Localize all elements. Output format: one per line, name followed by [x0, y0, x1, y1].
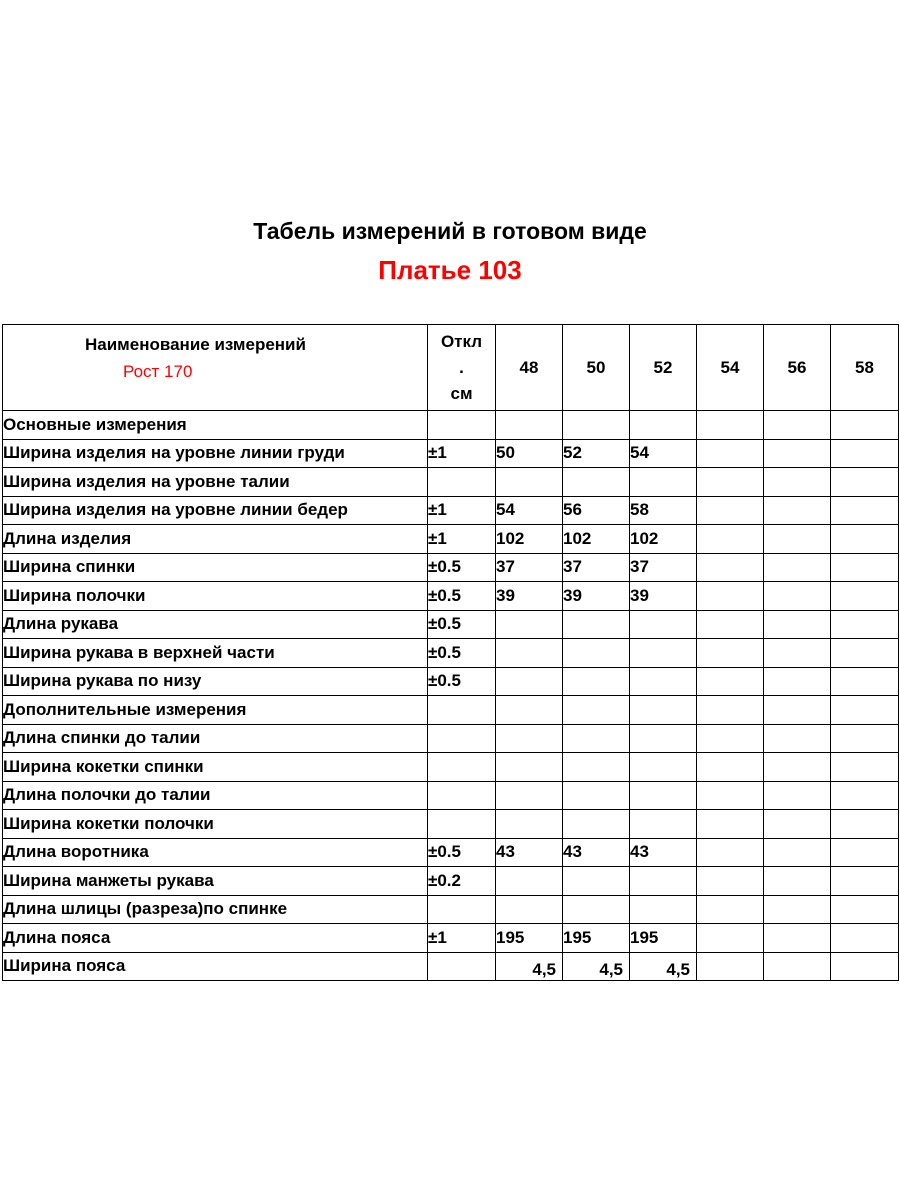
size-value-cell: [831, 696, 899, 725]
size-value-cell: 50: [496, 439, 563, 468]
product-name: Платье 103: [378, 255, 522, 285]
size-value-cell: [563, 753, 630, 782]
measurement-name: Ширина рукава в верхней части: [3, 639, 428, 668]
measurement-name: Ширина изделия на уровне талии: [3, 468, 428, 497]
table-row: [3, 525, 899, 554]
measurement-name: Ширина изделия на уровне линии груди: [3, 439, 428, 468]
page-title: Табель измерений в готовом виде: [253, 218, 647, 244]
size-value-cell: [831, 411, 899, 440]
measurement-name: Ширина полочки: [3, 582, 428, 611]
tolerance-cell: [428, 952, 496, 981]
table-row: [3, 553, 899, 582]
size-value-cell: [630, 468, 697, 497]
size-header-50: 50: [563, 325, 630, 411]
size-value-cell: [831, 667, 899, 696]
table-row: [3, 838, 899, 867]
table-row: [3, 610, 899, 639]
size-value-cell: [496, 468, 563, 497]
size-value-cell: [563, 411, 630, 440]
size-value-cell: [831, 924, 899, 953]
size-value-cell: [496, 781, 563, 810]
table-row: [3, 639, 899, 668]
size-value-cell: [697, 924, 764, 953]
tolerance-cell: [428, 696, 496, 725]
size-value-cell: [496, 411, 563, 440]
size-value-cell: [831, 952, 899, 981]
measurement-name: Длина полочки до талии: [3, 781, 428, 810]
size-value-cell: [496, 610, 563, 639]
size-value-cell: [563, 895, 630, 924]
size-value-cell: 102: [563, 525, 630, 554]
size-value-cell: [697, 439, 764, 468]
size-value-cell: 39: [630, 582, 697, 611]
size-value-cell: [697, 838, 764, 867]
tolerance-cell: ±1: [428, 525, 496, 554]
size-value-cell: 58: [630, 496, 697, 525]
tolerance-cell: [428, 468, 496, 497]
tolerance-cell: [428, 895, 496, 924]
size-value-cell: [496, 753, 563, 782]
size-value-cell: [764, 553, 831, 582]
size-value-cell: [831, 810, 899, 839]
tolerance-cell: [428, 781, 496, 810]
table-row: [3, 496, 899, 525]
size-value-cell: [563, 468, 630, 497]
size-value-cell: [697, 952, 764, 981]
size-value-cell: [630, 724, 697, 753]
tolerance-cell: ±0.5: [428, 838, 496, 867]
tolerance-cell: ±0.5: [428, 553, 496, 582]
size-value-cell: [496, 696, 563, 725]
size-value-cell: [563, 724, 630, 753]
size-value-cell: [496, 724, 563, 753]
measurement-name: Основные измерения: [3, 411, 428, 440]
size-value-cell: 37: [563, 553, 630, 582]
tolerance-header: Откл . см: [428, 325, 496, 411]
size-value-cell: 195: [496, 924, 563, 953]
size-value-cell: [496, 895, 563, 924]
size-value-cell: [697, 667, 764, 696]
table-row: [3, 810, 899, 839]
measurement-name: Ширина изделия на уровне линии бедер: [3, 496, 428, 525]
measurement-name: Ширина пояса: [3, 952, 428, 981]
table-row: [3, 468, 899, 497]
size-value-cell: [831, 439, 899, 468]
size-value-cell: [764, 610, 831, 639]
size-value-cell: [764, 496, 831, 525]
size-value-cell: [831, 553, 899, 582]
table-row: [3, 582, 899, 611]
size-value-cell: 43: [496, 838, 563, 867]
size-value-cell: [697, 496, 764, 525]
size-value-cell: [630, 781, 697, 810]
size-value-cell: 54: [630, 439, 697, 468]
size-value-cell: 43: [563, 838, 630, 867]
measurement-name: Ширина спинки: [3, 553, 428, 582]
size-value-cell: [697, 553, 764, 582]
size-value-cell: [764, 525, 831, 554]
table-row: [3, 867, 899, 896]
table-row: [3, 411, 899, 440]
size-value-cell: [831, 781, 899, 810]
tolerance-cell: [428, 753, 496, 782]
tolerance-cell: ±0.5: [428, 667, 496, 696]
size-value-cell: [764, 952, 831, 981]
size-value-cell: [496, 810, 563, 839]
measurement-name: Ширина кокетки полочки: [3, 810, 428, 839]
size-value-cell: [630, 810, 697, 839]
size-value-cell: [764, 924, 831, 953]
measurement-name: Ширина рукава по низу: [3, 667, 428, 696]
size-value-cell: [831, 838, 899, 867]
size-header-48: 48: [496, 325, 563, 411]
size-value-cell: [697, 867, 764, 896]
measurement-name: Длина спинки до талии: [3, 724, 428, 753]
measurement-name: Дополнительные измерения: [3, 696, 428, 725]
measurement-name: Длина воротника: [3, 838, 428, 867]
size-header-56: 56: [764, 325, 831, 411]
size-value-cell: 52: [563, 439, 630, 468]
size-value-cell: [764, 867, 831, 896]
table-row: [3, 895, 899, 924]
tolerance-cell: ±1: [428, 439, 496, 468]
size-value-cell: [563, 667, 630, 696]
size-value-cell: [831, 496, 899, 525]
size-value-cell: [697, 610, 764, 639]
size-value-cell: 4,5: [563, 952, 630, 981]
size-value-cell: 39: [496, 582, 563, 611]
tolerance-cell: [428, 724, 496, 753]
size-value-cell: [697, 696, 764, 725]
size-value-cell: [764, 582, 831, 611]
table-header-row: [3, 325, 899, 411]
size-value-cell: 4,5: [496, 952, 563, 981]
size-value-cell: 4,5: [630, 952, 697, 981]
size-value-cell: [630, 696, 697, 725]
size-value-cell: [764, 639, 831, 668]
size-value-cell: [563, 781, 630, 810]
table-row: [3, 781, 899, 810]
height-label: Рост 170: [123, 362, 193, 381]
size-value-cell: [831, 468, 899, 497]
size-value-cell: [831, 753, 899, 782]
size-value-cell: [697, 895, 764, 924]
tolerance-cell: ±0.5: [428, 639, 496, 668]
size-value-cell: [697, 582, 764, 611]
tolerance-cell: ±1: [428, 496, 496, 525]
size-value-cell: [697, 781, 764, 810]
size-value-cell: [764, 667, 831, 696]
size-value-cell: 102: [496, 525, 563, 554]
size-value-cell: [697, 525, 764, 554]
size-value-cell: [697, 753, 764, 782]
table-row: [3, 952, 899, 981]
size-value-cell: [764, 810, 831, 839]
size-value-cell: [764, 696, 831, 725]
size-value-cell: [563, 610, 630, 639]
size-header-52: 52: [630, 325, 697, 411]
size-value-cell: 43: [630, 838, 697, 867]
measurement-table: [2, 324, 899, 981]
size-value-cell: [563, 810, 630, 839]
measurement-name: Длина шлицы (разреза)по спинке: [3, 895, 428, 924]
size-value-cell: [697, 810, 764, 839]
measurement-name: Длина рукава: [3, 610, 428, 639]
size-value-cell: [496, 867, 563, 896]
size-value-cell: [831, 639, 899, 668]
size-header-58: 58: [831, 325, 899, 411]
size-value-cell: [764, 411, 831, 440]
size-value-cell: 37: [496, 553, 563, 582]
tolerance-cell: [428, 411, 496, 440]
table-row: [3, 724, 899, 753]
size-value-cell: [831, 610, 899, 639]
size-value-cell: [563, 696, 630, 725]
size-value-cell: 195: [630, 924, 697, 953]
size-value-cell: 54: [496, 496, 563, 525]
size-value-cell: [831, 525, 899, 554]
size-value-cell: 39: [563, 582, 630, 611]
size-value-cell: [630, 639, 697, 668]
size-value-cell: [630, 411, 697, 440]
size-value-cell: [630, 667, 697, 696]
tolerance-cell: ±0.5: [428, 582, 496, 611]
size-value-cell: [764, 838, 831, 867]
size-value-cell: [831, 867, 899, 896]
measurement-name: Длина изделия: [3, 525, 428, 554]
size-value-cell: [697, 468, 764, 497]
size-value-cell: [496, 639, 563, 668]
table-row: [3, 667, 899, 696]
tolerance-cell: [428, 810, 496, 839]
size-value-cell: [630, 895, 697, 924]
tolerance-cell: ±1: [428, 924, 496, 953]
name-header: Наименование измерений: [85, 335, 306, 354]
size-value-cell: [496, 667, 563, 696]
size-value-cell: [831, 582, 899, 611]
size-value-cell: [831, 895, 899, 924]
table-row: [3, 439, 899, 468]
size-value-cell: [697, 639, 764, 668]
size-value-cell: [764, 724, 831, 753]
size-value-cell: [630, 753, 697, 782]
size-value-cell: 195: [563, 924, 630, 953]
size-value-cell: 102: [630, 525, 697, 554]
size-value-cell: [697, 724, 764, 753]
size-value-cell: [764, 753, 831, 782]
size-value-cell: [764, 781, 831, 810]
size-value-cell: [764, 895, 831, 924]
measurement-name: Ширина манжеты рукава: [3, 867, 428, 896]
size-value-cell: [831, 724, 899, 753]
tolerance-cell: ±0.5: [428, 610, 496, 639]
name-header-cell: [3, 325, 428, 411]
size-value-cell: 37: [630, 553, 697, 582]
size-value-cell: [630, 867, 697, 896]
size-value-cell: [764, 468, 831, 497]
size-header-54: 54: [697, 325, 764, 411]
measurement-name: Длина пояса: [3, 924, 428, 953]
size-value-cell: [563, 639, 630, 668]
size-value-cell: [630, 610, 697, 639]
tolerance-cell: ±0.2: [428, 867, 496, 896]
size-value-cell: [563, 867, 630, 896]
measurement-name: Ширина кокетки спинки: [3, 753, 428, 782]
table-row: [3, 924, 899, 953]
size-value-cell: 56: [563, 496, 630, 525]
table-row: [3, 696, 899, 725]
size-value-cell: [764, 439, 831, 468]
size-value-cell: [697, 411, 764, 440]
table-row: [3, 753, 899, 782]
